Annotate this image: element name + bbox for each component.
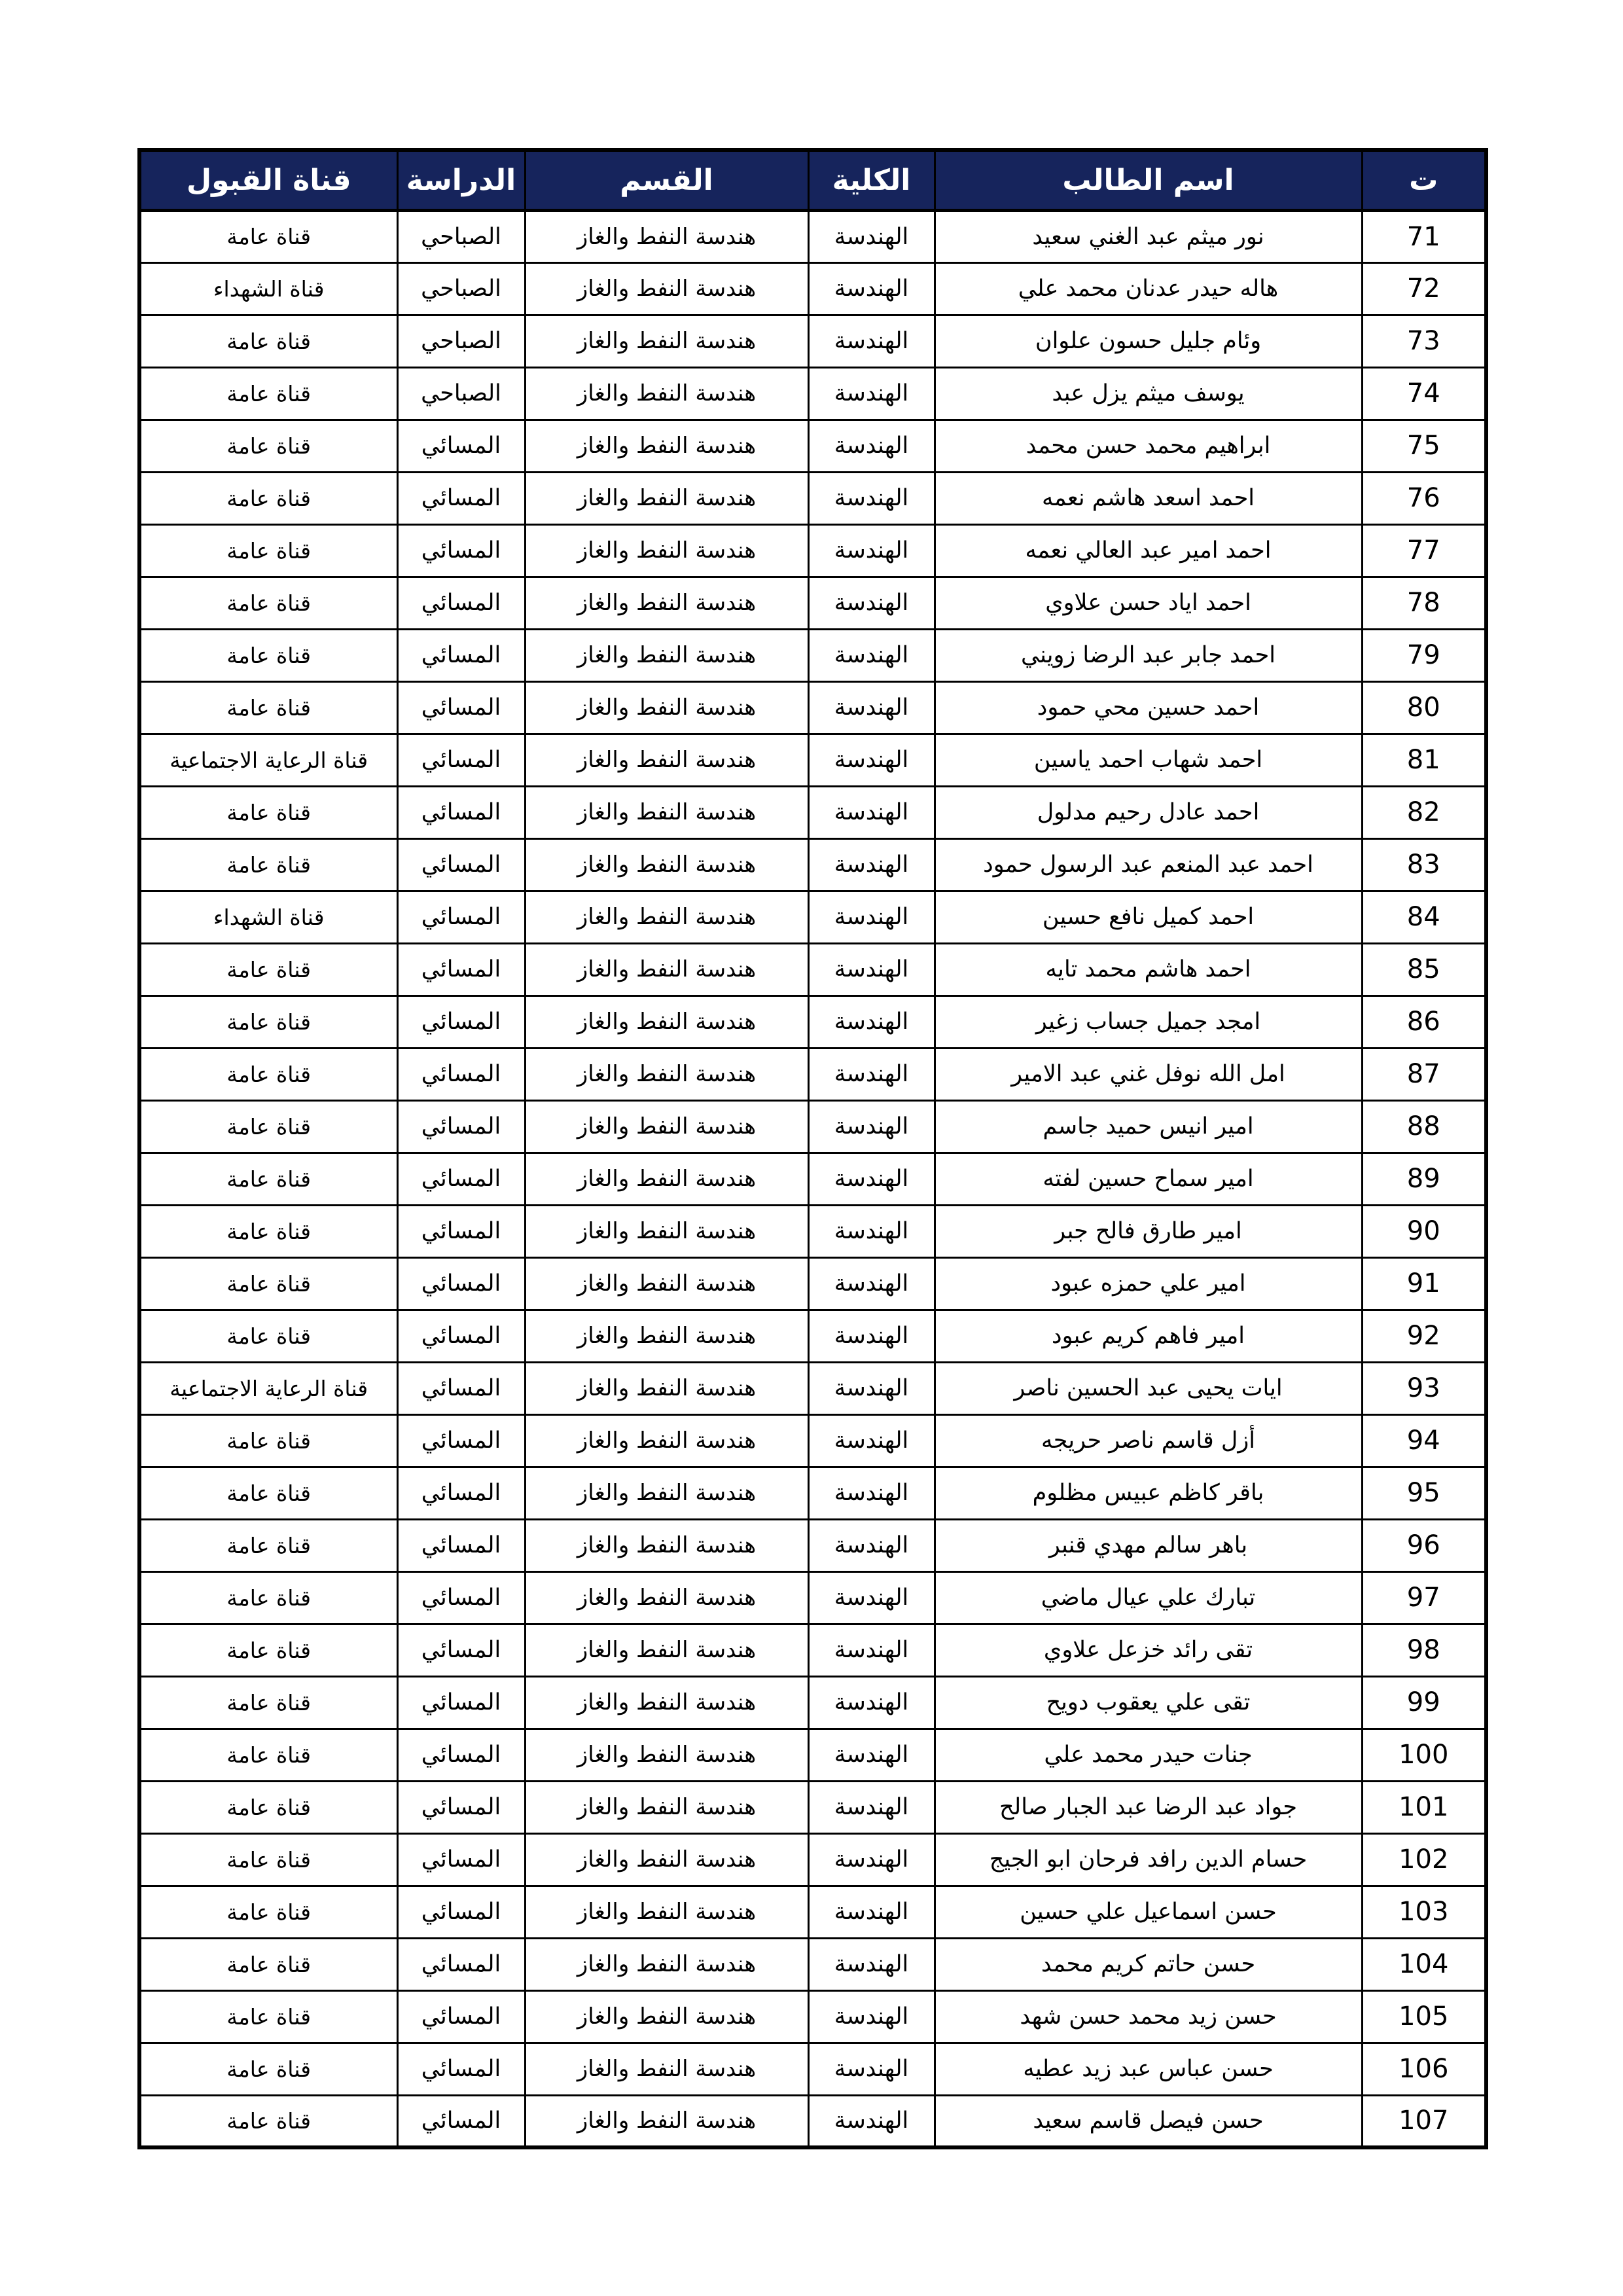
department-cell: هندسة النفط والغاز xyxy=(525,1153,808,1205)
admission-channel-cell: قناة عامة xyxy=(139,1571,397,1624)
admission-channel-cell: قناة عامة xyxy=(139,420,397,472)
student-name-cell: احمد هاشم محمد تايه xyxy=(935,943,1362,996)
admission-channel-cell: قناة الشهداء xyxy=(139,262,397,315)
college-cell: الهندسة xyxy=(808,1467,935,1519)
row-number-cell: 75 xyxy=(1362,420,1486,472)
student-name-cell: احمد حسين محي حمود xyxy=(935,681,1362,734)
admission-channel-cell: قناة عامة xyxy=(139,996,397,1048)
student-name-cell: احمد جابر عبد الرضا زويني xyxy=(935,629,1362,681)
table-row xyxy=(139,891,1486,943)
study-type-cell: المسائي xyxy=(397,2095,525,2147)
table-row xyxy=(139,1624,1486,1676)
college-cell: الهندسة xyxy=(808,262,935,315)
college-cell: الهندسة xyxy=(808,1886,935,1938)
admission-channel-cell: قناة عامة xyxy=(139,1310,397,1362)
study-type-cell: المسائي xyxy=(397,1833,525,1886)
college-cell: الهندسة xyxy=(808,1781,935,1833)
admission-channel-cell: قناة عامة xyxy=(139,943,397,996)
student-name-cell: احمد كميل نافع حسين xyxy=(935,891,1362,943)
admission-channel-cell: قناة عامة xyxy=(139,1467,397,1519)
study-type-cell: المسائي xyxy=(397,1257,525,1310)
study-type-cell: المسائي xyxy=(397,1205,525,1257)
admission-channel-cell: قناة عامة xyxy=(139,1990,397,2043)
student-name-cell: تقى علي يعقوب دويح xyxy=(935,1676,1362,1729)
admission-channel-cell: قناة عامة xyxy=(139,1833,397,1886)
study-type-cell: المسائي xyxy=(397,943,525,996)
college-cell: الهندسة xyxy=(808,1257,935,1310)
department-cell: هندسة النفط والغاز xyxy=(525,681,808,734)
study-type-cell: المسائي xyxy=(397,681,525,734)
college-cell: الهندسة xyxy=(808,1153,935,1205)
college-cell: الهندسة xyxy=(808,1833,935,1886)
admission-channel-cell: قناة عامة xyxy=(139,1153,397,1205)
department-cell: هندسة النفط والغاز xyxy=(525,420,808,472)
admission-channel-cell: قناة عامة xyxy=(139,1729,397,1781)
department-cell: هندسة النفط والغاز xyxy=(525,1938,808,1990)
admission-channel-cell: قناة عامة xyxy=(139,1676,397,1729)
table-row xyxy=(139,1676,1486,1729)
admission-channel-cell: قناة عامة xyxy=(139,524,397,577)
table-row xyxy=(139,681,1486,734)
college-cell: الهندسة xyxy=(808,2095,935,2147)
college-cell: الهندسة xyxy=(808,786,935,838)
table-row xyxy=(139,1205,1486,1257)
study-type-cell: المسائي xyxy=(397,891,525,943)
table-body xyxy=(139,210,1486,2147)
admission-channel-cell: قناة عامة xyxy=(139,1519,397,1571)
table-row xyxy=(139,1886,1486,1938)
department-cell: هندسة النفط والغاز xyxy=(525,1990,808,2043)
study-type-cell: المسائي xyxy=(397,1153,525,1205)
college-cell: الهندسة xyxy=(808,1362,935,1414)
table-row xyxy=(139,1048,1486,1100)
row-number-cell: 100 xyxy=(1362,1729,1486,1781)
admission-channel-cell: قناة عامة xyxy=(139,1781,397,1833)
row-number-cell: 107 xyxy=(1362,2095,1486,2147)
college-cell: الهندسة xyxy=(808,367,935,420)
student-name-cell: حسن اسماعيل علي حسين xyxy=(935,1886,1362,1938)
header-student-name: اسم الطالب xyxy=(935,150,1362,210)
admission-channel-cell: قناة عامة xyxy=(139,1205,397,1257)
admission-channel-cell: قناة عامة xyxy=(139,786,397,838)
college-cell: الهندسة xyxy=(808,1571,935,1624)
table-row xyxy=(139,472,1486,524)
row-number-cell: 104 xyxy=(1362,1938,1486,1990)
college-cell: الهندسة xyxy=(808,943,935,996)
department-cell: هندسة النفط والغاز xyxy=(525,891,808,943)
department-cell: هندسة النفط والغاز xyxy=(525,1467,808,1519)
table-row xyxy=(139,577,1486,629)
department-cell: هندسة النفط والغاز xyxy=(525,734,808,786)
table-row xyxy=(139,420,1486,472)
department-cell: هندسة النفط والغاز xyxy=(525,1886,808,1938)
study-type-cell: المسائي xyxy=(397,1624,525,1676)
department-cell: هندسة النفط والغاز xyxy=(525,1781,808,1833)
study-type-cell: الصباحي xyxy=(397,210,525,262)
study-type-cell: المسائي xyxy=(397,2043,525,2095)
student-name-cell: احمد اسعد هاشم نعمه xyxy=(935,472,1362,524)
admission-channel-cell: قناة عامة xyxy=(139,315,397,367)
college-cell: الهندسة xyxy=(808,1414,935,1467)
admission-channel-cell: قناة عامة xyxy=(139,838,397,891)
study-type-cell: المسائي xyxy=(397,577,525,629)
table-row xyxy=(139,1938,1486,1990)
row-number-cell: 99 xyxy=(1362,1676,1486,1729)
row-number-cell: 94 xyxy=(1362,1414,1486,1467)
table-row xyxy=(139,1362,1486,1414)
student-name-cell: هاله حيدر عدنان محمد علي xyxy=(935,262,1362,315)
study-type-cell: المسائي xyxy=(397,472,525,524)
student-name-cell: امير طارق فالح جبر xyxy=(935,1205,1362,1257)
table-row xyxy=(139,996,1486,1048)
admission-channel-cell: قناة عامة xyxy=(139,577,397,629)
study-type-cell: المسائي xyxy=(397,1729,525,1781)
table-row xyxy=(139,943,1486,996)
department-cell: هندسة النفط والغاز xyxy=(525,1310,808,1362)
college-cell: الهندسة xyxy=(808,1729,935,1781)
college-cell: الهندسة xyxy=(808,1990,935,2043)
college-cell: الهندسة xyxy=(808,472,935,524)
student-name-cell: امل الله نوفل غني عبد الامير xyxy=(935,1048,1362,1100)
department-cell: هندسة النفط والغاز xyxy=(525,786,808,838)
row-number-cell: 97 xyxy=(1362,1571,1486,1624)
college-cell: الهندسة xyxy=(808,1205,935,1257)
department-cell: هندسة النفط والغاز xyxy=(525,367,808,420)
department-cell: هندسة النفط والغاز xyxy=(525,1414,808,1467)
study-type-cell: المسائي xyxy=(397,1571,525,1624)
table-row xyxy=(139,2095,1486,2147)
row-number-cell: 98 xyxy=(1362,1624,1486,1676)
row-number-cell: 106 xyxy=(1362,2043,1486,2095)
student-name-cell: امير سماح حسين لفته xyxy=(935,1153,1362,1205)
study-type-cell: الصباحي xyxy=(397,367,525,420)
table-row xyxy=(139,786,1486,838)
student-name-cell: امجد جميل جساب زغير xyxy=(935,996,1362,1048)
row-number-cell: 79 xyxy=(1362,629,1486,681)
student-name-cell: نور ميثم عبد الغني سعيد xyxy=(935,210,1362,262)
student-name-cell: ابراهيم محمد حسن محمد xyxy=(935,420,1362,472)
study-type-cell: الصباحي xyxy=(397,262,525,315)
study-type-cell: المسائي xyxy=(397,1048,525,1100)
college-cell: الهندسة xyxy=(808,524,935,577)
row-number-cell: 86 xyxy=(1362,996,1486,1048)
header-admission-channel: قناة القبول xyxy=(139,150,397,210)
table-row xyxy=(139,1571,1486,1624)
table-row xyxy=(139,734,1486,786)
admission-channel-cell: قناة عامة xyxy=(139,1414,397,1467)
study-type-cell: المسائي xyxy=(397,1938,525,1990)
student-name-cell: احمد شهاب احمد ياسين xyxy=(935,734,1362,786)
table-row xyxy=(139,1414,1486,1467)
student-name-cell: امير انيس حميد جاسم xyxy=(935,1100,1362,1153)
college-cell: الهندسة xyxy=(808,838,935,891)
department-cell: هندسة النفط والغاز xyxy=(525,210,808,262)
admission-channel-cell: قناة عامة xyxy=(139,1048,397,1100)
department-cell: هندسة النفط والغاز xyxy=(525,2043,808,2095)
study-type-cell: المسائي xyxy=(397,996,525,1048)
row-number-cell: 93 xyxy=(1362,1362,1486,1414)
study-type-cell: المسائي xyxy=(397,1414,525,1467)
row-number-cell: 76 xyxy=(1362,472,1486,524)
department-cell: هندسة النفط والغاز xyxy=(525,629,808,681)
department-cell: هندسة النفط والغاز xyxy=(525,1100,808,1153)
department-cell: هندسة النفط والغاز xyxy=(525,1676,808,1729)
admission-channel-cell: قناة عامة xyxy=(139,681,397,734)
admission-channel-cell: قناة عامة xyxy=(139,629,397,681)
row-number-cell: 80 xyxy=(1362,681,1486,734)
department-cell: هندسة النفط والغاز xyxy=(525,1833,808,1886)
college-cell: الهندسة xyxy=(808,1310,935,1362)
student-name-cell: وئام جليل حسون علوان xyxy=(935,315,1362,367)
college-cell: الهندسة xyxy=(808,1676,935,1729)
study-type-cell: المسائي xyxy=(397,734,525,786)
student-name-cell: جواد عبد الرضا عبد الجبار صالح xyxy=(935,1781,1362,1833)
student-name-cell: باهر سالم مهدي قنبر xyxy=(935,1519,1362,1571)
department-cell: هندسة النفط والغاز xyxy=(525,577,808,629)
student-name-cell: احمد امير عبد العالي نعمه xyxy=(935,524,1362,577)
row-number-cell: 88 xyxy=(1362,1100,1486,1153)
table-row xyxy=(139,1310,1486,1362)
row-number-cell: 78 xyxy=(1362,577,1486,629)
row-number-cell: 77 xyxy=(1362,524,1486,577)
header-study-type: الدراسة xyxy=(397,150,525,210)
department-cell: هندسة النفط والغاز xyxy=(525,1257,808,1310)
table-header xyxy=(139,150,1486,210)
header-department: القسم xyxy=(525,150,808,210)
admission-channel-cell: قناة عامة xyxy=(139,1624,397,1676)
college-cell: الهندسة xyxy=(808,2043,935,2095)
student-name-cell: احمد عادل رحيم مدلول xyxy=(935,786,1362,838)
study-type-cell: المسائي xyxy=(397,524,525,577)
table-row xyxy=(139,210,1486,262)
study-type-cell: المسائي xyxy=(397,1310,525,1362)
student-name-cell: تقى رائد خزعل علاوي xyxy=(935,1624,1362,1676)
study-type-cell: المسائي xyxy=(397,1467,525,1519)
table-row xyxy=(139,1100,1486,1153)
row-number-cell: 103 xyxy=(1362,1886,1486,1938)
student-name-cell: امير فاهم كريم عبود xyxy=(935,1310,1362,1362)
admission-channel-cell: قناة عامة xyxy=(139,210,397,262)
header-row xyxy=(139,150,1486,210)
row-number-cell: 71 xyxy=(1362,210,1486,262)
college-cell: الهندسة xyxy=(808,1624,935,1676)
table-row xyxy=(139,524,1486,577)
study-type-cell: المسائي xyxy=(397,1781,525,1833)
department-cell: هندسة النفط والغاز xyxy=(525,1362,808,1414)
study-type-cell: المسائي xyxy=(397,1100,525,1153)
study-type-cell: المسائي xyxy=(397,1886,525,1938)
college-cell: الهندسة xyxy=(808,734,935,786)
table-row xyxy=(139,1729,1486,1781)
study-type-cell: المسائي xyxy=(397,629,525,681)
table-row xyxy=(139,315,1486,367)
department-cell: هندسة النفط والغاز xyxy=(525,262,808,315)
admission-channel-cell: قناة الرعاية الاجتماعية xyxy=(139,734,397,786)
department-cell: هندسة النفط والغاز xyxy=(525,524,808,577)
department-cell: هندسة النفط والغاز xyxy=(525,996,808,1048)
row-number-cell: 90 xyxy=(1362,1205,1486,1257)
table-row xyxy=(139,2043,1486,2095)
row-number-cell: 84 xyxy=(1362,891,1486,943)
study-type-cell: المسائي xyxy=(397,1990,525,2043)
student-name-cell: احمد عبد المنعم عبد الرسول حمود xyxy=(935,838,1362,891)
department-cell: هندسة النفط والغاز xyxy=(525,1048,808,1100)
college-cell: الهندسة xyxy=(808,681,935,734)
row-number-cell: 102 xyxy=(1362,1833,1486,1886)
department-cell: هندسة النفط والغاز xyxy=(525,315,808,367)
student-name-cell: حسن فيصل قاسم سعيد xyxy=(935,2095,1362,2147)
row-number-cell: 73 xyxy=(1362,315,1486,367)
department-cell: هندسة النفط والغاز xyxy=(525,1571,808,1624)
row-number-cell: 87 xyxy=(1362,1048,1486,1100)
college-cell: الهندسة xyxy=(808,1048,935,1100)
header-number: ت xyxy=(1362,150,1486,210)
admission-channel-cell: قناة عامة xyxy=(139,1257,397,1310)
row-number-cell: 72 xyxy=(1362,262,1486,315)
row-number-cell: 95 xyxy=(1362,1467,1486,1519)
admission-channel-cell: قناة عامة xyxy=(139,472,397,524)
study-type-cell: المسائي xyxy=(397,838,525,891)
admission-channel-cell: قناة عامة xyxy=(139,1100,397,1153)
college-cell: الهندسة xyxy=(808,996,935,1048)
college-cell: الهندسة xyxy=(808,420,935,472)
student-roster-table xyxy=(137,148,1488,2149)
table-row xyxy=(139,838,1486,891)
table-row xyxy=(139,629,1486,681)
student-name-cell: حسن عباس عبد زيد عطيه xyxy=(935,2043,1362,2095)
table-row xyxy=(139,367,1486,420)
study-type-cell: الصباحي xyxy=(397,315,525,367)
department-cell: هندسة النفط والغاز xyxy=(525,472,808,524)
study-type-cell: المسائي xyxy=(397,420,525,472)
admission-channel-cell: قناة عامة xyxy=(139,1886,397,1938)
department-cell: هندسة النفط والغاز xyxy=(525,943,808,996)
row-number-cell: 92 xyxy=(1362,1310,1486,1362)
department-cell: هندسة النفط والغاز xyxy=(525,1729,808,1781)
row-number-cell: 83 xyxy=(1362,838,1486,891)
student-name-cell: حسن حاتم كريم محمد xyxy=(935,1938,1362,1990)
admission-channel-cell: قناة عامة xyxy=(139,2043,397,2095)
college-cell: الهندسة xyxy=(808,210,935,262)
table-row xyxy=(139,1519,1486,1571)
admission-channel-cell: قناة الشهداء xyxy=(139,891,397,943)
college-cell: الهندسة xyxy=(808,1519,935,1571)
student-name-cell: امير علي حمزه عبود xyxy=(935,1257,1362,1310)
department-cell: هندسة النفط والغاز xyxy=(525,1205,808,1257)
admission-channel-cell: قناة الرعاية الاجتماعية xyxy=(139,1362,397,1414)
college-cell: الهندسة xyxy=(808,1938,935,1990)
row-number-cell: 74 xyxy=(1362,367,1486,420)
college-cell: الهندسة xyxy=(808,891,935,943)
college-cell: الهندسة xyxy=(808,315,935,367)
student-name-cell: باقر كاظم عبيس مظلوم xyxy=(935,1467,1362,1519)
student-name-cell: حسام الدين رافد فرحان ابو الجيج xyxy=(935,1833,1362,1886)
table-row xyxy=(139,1153,1486,1205)
table-row xyxy=(139,1833,1486,1886)
table-row xyxy=(139,1257,1486,1310)
student-name-cell: يوسف ميثم يزل عبد xyxy=(935,367,1362,420)
row-number-cell: 91 xyxy=(1362,1257,1486,1310)
student-name-cell: احمد اياد حسن علاوي xyxy=(935,577,1362,629)
row-number-cell: 101 xyxy=(1362,1781,1486,1833)
college-cell: الهندسة xyxy=(808,629,935,681)
row-number-cell: 85 xyxy=(1362,943,1486,996)
department-cell: هندسة النفط والغاز xyxy=(525,1519,808,1571)
study-type-cell: المسائي xyxy=(397,1362,525,1414)
row-number-cell: 96 xyxy=(1362,1519,1486,1571)
table-row xyxy=(139,1990,1486,2043)
study-type-cell: المسائي xyxy=(397,786,525,838)
header-college: الكلية xyxy=(808,150,935,210)
row-number-cell: 105 xyxy=(1362,1990,1486,2043)
college-cell: الهندسة xyxy=(808,577,935,629)
student-name-cell: أزل قاسم ناصر حريجه xyxy=(935,1414,1362,1467)
study-type-cell: المسائي xyxy=(397,1676,525,1729)
student-name-cell: جنات حيدر محمد علي xyxy=(935,1729,1362,1781)
student-name-cell: ايات يحيى عبد الحسين ناصر xyxy=(935,1362,1362,1414)
department-cell: هندسة النفط والغاز xyxy=(525,2095,808,2147)
student-name-cell: تبارك علي عيال ماضي xyxy=(935,1571,1362,1624)
study-type-cell: المسائي xyxy=(397,1519,525,1571)
row-number-cell: 81 xyxy=(1362,734,1486,786)
row-number-cell: 89 xyxy=(1362,1153,1486,1205)
row-number-cell: 82 xyxy=(1362,786,1486,838)
table-row xyxy=(139,262,1486,315)
college-cell: الهندسة xyxy=(808,1100,935,1153)
table-row xyxy=(139,1467,1486,1519)
table-row xyxy=(139,1781,1486,1833)
department-cell: هندسة النفط والغاز xyxy=(525,1624,808,1676)
admission-channel-cell: قناة عامة xyxy=(139,2095,397,2147)
admission-channel-cell: قناة عامة xyxy=(139,1938,397,1990)
admission-channel-cell: قناة عامة xyxy=(139,367,397,420)
department-cell: هندسة النفط والغاز xyxy=(525,838,808,891)
student-name-cell: حسن زيد محمد حسن شهد xyxy=(935,1990,1362,2043)
